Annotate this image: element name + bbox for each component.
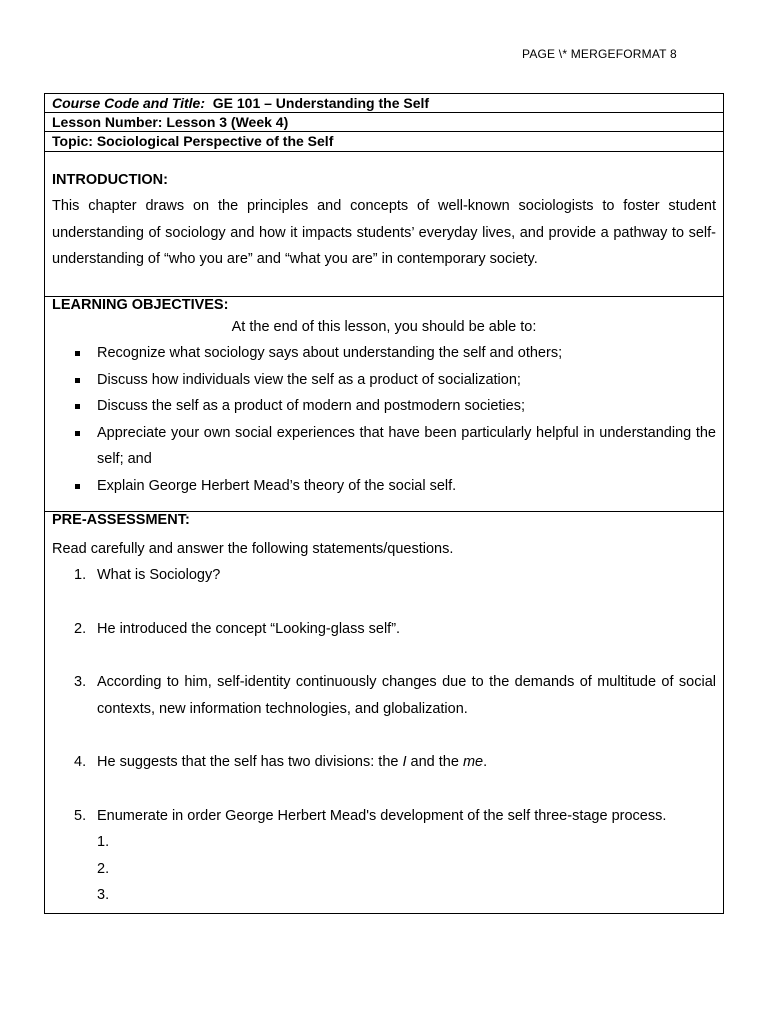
bullet-icon — [75, 378, 80, 383]
objectives-section — [45, 297, 723, 512]
page-header: PAGE \* MERGEFORMAT 8 — [522, 47, 677, 61]
bullet-icon — [75, 404, 80, 409]
bullet-icon — [75, 351, 80, 356]
list-item: Explain George Herbert Mead’s theory of the social self. — [52, 473, 716, 500]
course-code-value: GE 101 – Understanding the Self — [212, 95, 430, 111]
topic-row — [45, 132, 723, 152]
question-item: 5. Enumerate in order George Herbert Mead's development of the self three-stage process. — [74, 807, 667, 824]
list-item: Appreciate your own social experiences that have been particularly helpful in understanding the self; and — [52, 420, 716, 473]
answer-space — [52, 589, 716, 616]
answer-space — [52, 722, 716, 749]
pre-assessment-title: PRE-ASSESSMENT: — [52, 512, 190, 528]
lesson-table — [44, 93, 724, 914]
objectives-lead: At the end of this lesson, you should be able to: — [231, 319, 537, 335]
list-item: Discuss the self as a product of modern and postmodern societies; — [52, 393, 716, 420]
bullet-icon — [75, 484, 80, 489]
objectives-title: LEARNING OBJECTIVES: — [52, 297, 229, 313]
stage-item: 2. — [97, 860, 110, 877]
answer-space — [52, 642, 716, 669]
topic: Topic: Sociological Perspective of the Self — [52, 133, 334, 149]
bullet-icon — [75, 431, 80, 436]
pre-assessment-section — [45, 512, 723, 913]
answer-space — [52, 776, 716, 803]
pre-assessment-instruction: Read carefully and answer the following statements/questions. — [52, 541, 454, 557]
list-item: Recognize what sociology says about understanding the self and others; — [52, 340, 716, 367]
question-item: 1. What is Sociology? — [74, 567, 221, 583]
introduction-title: INTRODUCTION: — [52, 172, 168, 188]
lesson-number: Lesson Number: Lesson 3 (Week 4) — [52, 114, 289, 130]
course-code-label: Course Code and Title: — [52, 95, 205, 111]
question-item: 2. He introduced the concept “Looking-glass self”. — [74, 620, 401, 637]
course-code-row — [45, 94, 723, 113]
question-item: 4. He suggests that the self has two divisions: the I and the me. — [74, 754, 488, 770]
question-list — [52, 562, 716, 829]
objectives-list — [52, 340, 716, 499]
question-item: 3. According to him, self-identity continuously changes due to the demands of multitude of social contexts, new information technologies, and globalization. — [74, 674, 716, 717]
stage-item: 1. — [97, 834, 110, 850]
stage-item: 3. — [97, 887, 110, 903]
lesson-number-row — [45, 113, 723, 132]
introduction-text: This chapter draws on the principles and concepts of well-known sociologists to foster student understanding of sociology and how it impacts students’ everyday lives, and provide a pathway to self-understanding of “who you are” and “what you are” in contemporary society. — [52, 198, 716, 267]
list-item: Discuss how individuals view the self as a product of socialization; — [52, 367, 716, 394]
introduction-section — [45, 152, 723, 297]
stage-list — [52, 829, 716, 909]
